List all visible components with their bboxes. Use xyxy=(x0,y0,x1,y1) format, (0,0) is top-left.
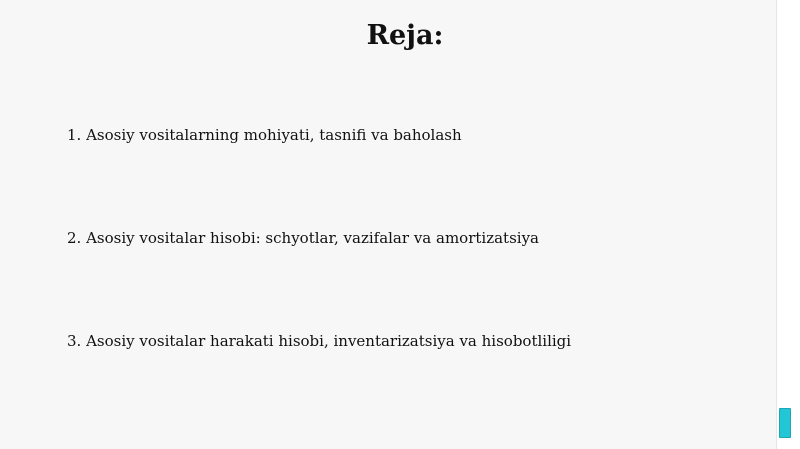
plan-item-2: 2. Asosiy vositalar hisobi: schyotlar, vazifalar va amortizatsiya xyxy=(67,229,539,247)
plan-item-1: 1. Asosiy vositalarning mohiyati, tasnifi va baholash xyxy=(67,126,462,144)
vertical-scrollbar-track[interactable] xyxy=(776,0,800,449)
plan-item-3: 3. Asosiy vositalar harakati hisobi, inventarizatsiya va hisobotliligi xyxy=(67,332,572,350)
vertical-scrollbar-thumb[interactable] xyxy=(779,408,791,438)
slide-title: Reja: xyxy=(366,20,444,51)
